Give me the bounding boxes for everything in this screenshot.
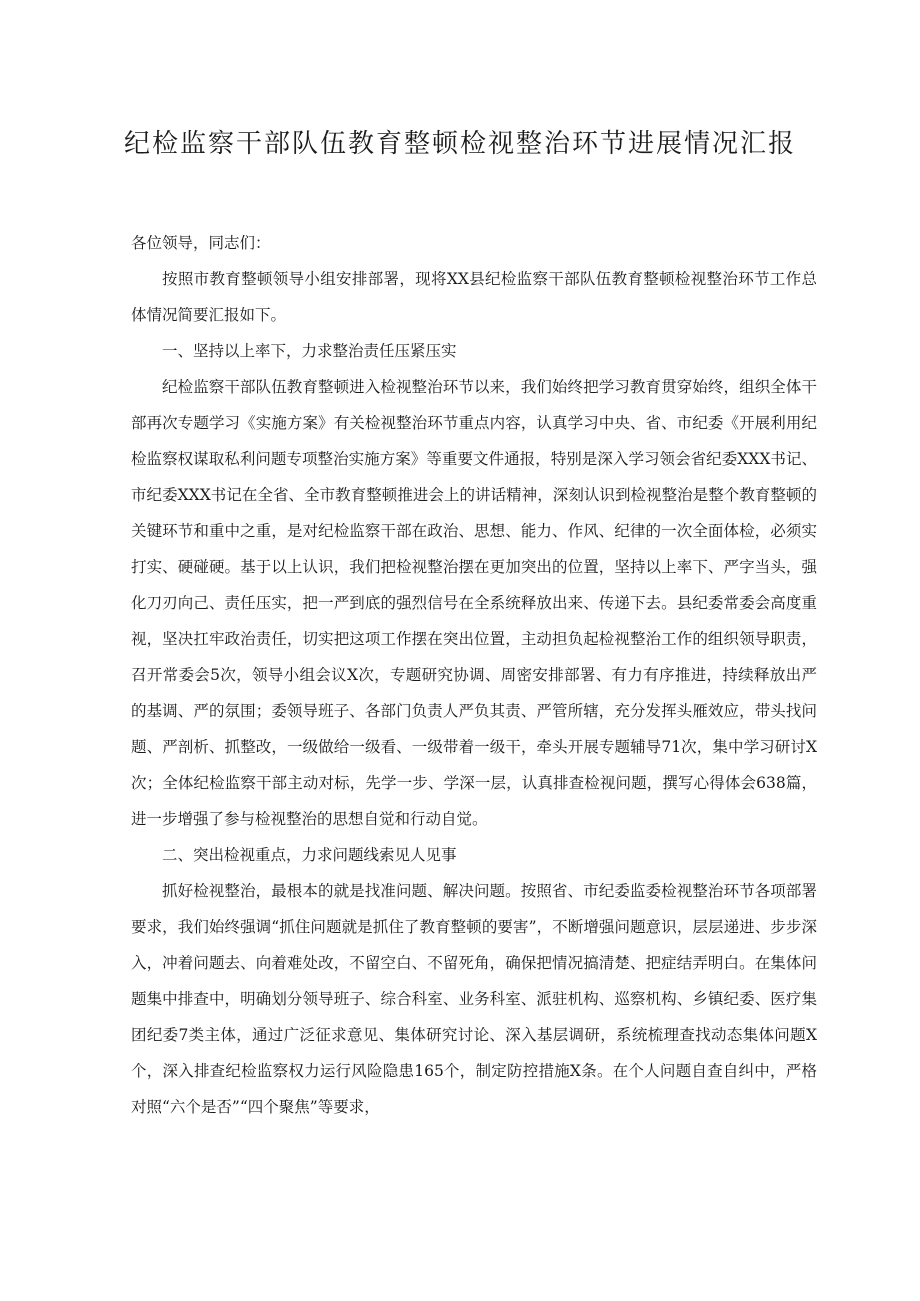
salutation: 各位领导，同志们： (131, 234, 271, 252)
body-paragraph: 按照市教育整顿领导小组安排部署，现将XX县纪检监察干部队伍教育整顿检视整治环节工作总体情况简要汇报如下。 (131, 270, 817, 324)
document-title: 纪检监察干部队伍教育整顿检视整治环节进展情况汇报 (123, 129, 796, 159)
document-body (131, 225, 817, 1125)
section-heading: 二、突出检视重点，力求问题线索见人见事 (162, 846, 457, 864)
body-paragraph: 纪检监察干部队伍教育整顿进入检视整治环节以来，我们始终把学习教育贯穿始终，组织全体干部再次专题学习《实施方案》有关检视整治环节重点内容，认真学习中央、省、市纪委《开展利用纪检监察权谋取私利问题专项整治实施方案》等重要文件通报，特别是深入学习领会省纪委XXX书记、市纪委XXX书记在全省、全市教育整顿推进会上的讲话精神，深刻认识到检视整治是整个教育整顿的关键环节和重中之重，是对纪检监察干部在政治、思想、能力、作风、纪律的一次全面体检，必须实打实、硬碰硬。基于以上认识，我们把检视整治摆在更加突出的位置，坚持以上率下、严字当头，强化刀刃向己、责任压实，把一严到底的强烈信号在全系统释放出来、传递下去。县纪委常委会高度重视，坚决扛牢政治责任，切实把这项工作摆在突出位置，主动担负起检视整治工作的组织领导职责，召开常委会5次，领导小组会议X次，专题研究协调、周密安排部署、有力有序推进，持续释放出严的基调、严的氛围；委领导班子、各部门负责人严负其责、严管所辖，充分发挥头雁效应，带头找问题、严剖析、抓整改，一级做给一级看、一级带着一级干，牵头开展专题辅导71次，集中学习研讨X次；全体纪检监察干部主动对标，先学一步、学深一层，认真排查检视问题，撰写心得体会638篇，进一步增强了参与检视整治的思想自觉和行动自觉。 (131, 378, 817, 828)
body-paragraph: 抓好检视整治，最根本的就是找准问题、解决问题。按照省、市纪委监委检视整治环节各项部署要求，我们始终强调“抓住问题就是抓住了教育整顿的要害”，不断增强问题意识，层层递进、步步深入，冲着问题去、向着难处改，不留空白、不留死角，确保把情况搞清楚、把症结弄明白。在集体问题集中排查中，明确划分领导班子、综合科室、业务科室、派驻机构、巡察机构、乡镇纪委、医疗集团纪委7类主体，通过广泛征求意见、集体研究讨论、深入基层调研，系统梳理查找动态集体问题X个，深入排查纪检监察权力运行风险隐患165个，制定防控措施X条。在个人问题自查自纠中，严格对照“六个是否”“四个聚焦”等要求， (131, 882, 817, 1116)
section-heading: 一、坚持以上率下，力求整治责任压紧压实 (162, 342, 457, 360)
